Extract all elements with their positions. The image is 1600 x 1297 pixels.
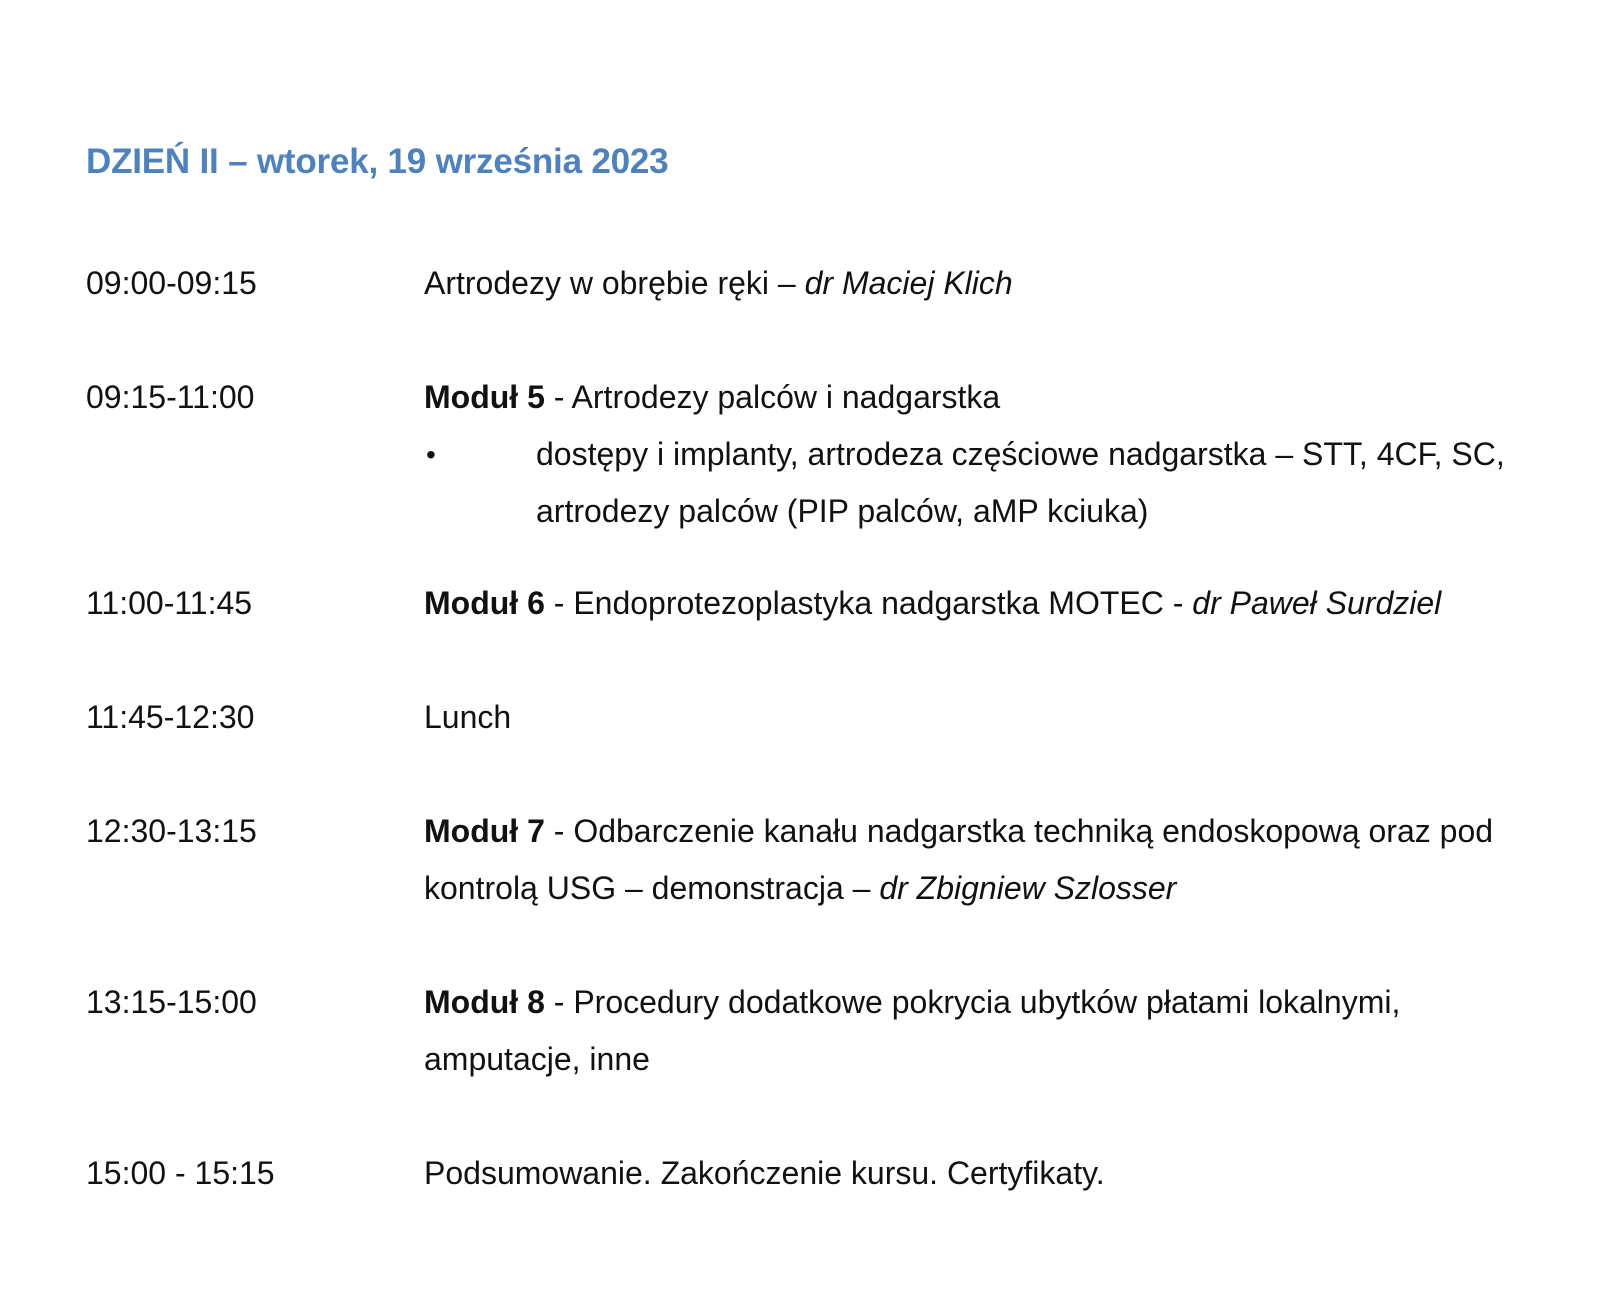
bullet-text: dostępy i implanty, artrodeza częściowe nadgarstka – STT, 4CF, SC, artrodezy palców (PIP palców, aMP kciuka) (536, 436, 1505, 529)
schedule-text: Podsumowanie. Zakończenie kursu. Certyfikaty. (424, 1155, 1105, 1191)
schedule-content (424, 803, 1534, 917)
schedule-text: - Odbarczenie kanału nadgarstka techniką endoskopową oraz pod kontrolą USG – demonstracja – (424, 813, 1494, 906)
schedule-time: 15:00 - 15:15 (86, 1155, 275, 1191)
schedule-content (424, 575, 1564, 632)
day-title: DZIEŃ II – wtorek, 19 września 2023 (86, 142, 669, 181)
speaker-name: dr Paweł Surdziel (1192, 585, 1442, 621)
schedule-time: 09:00-09:15 (86, 265, 257, 301)
speaker-name: dr Zbigniew Szlosser (879, 870, 1177, 906)
module-label: Moduł 6 (424, 585, 545, 621)
schedule-text: Lunch (424, 699, 512, 735)
module-label: Moduł 5 (424, 379, 545, 415)
schedule-time: 11:00-11:45 (86, 585, 253, 621)
speaker-name: dr Maciej Klich (804, 265, 1013, 301)
schedule-time: 11:45-12:30 (86, 699, 255, 735)
module-label: Moduł 8 (424, 984, 545, 1020)
schedule-content (424, 255, 1534, 312)
schedule-content (424, 974, 1534, 1088)
schedule-time: 12:30-13:15 (86, 813, 257, 849)
schedule-text: Artrodezy w obrębie ręki – (424, 265, 805, 301)
schedule-text: - Endoprotezoplastyka nadgarstka MOTEC - (544, 585, 1193, 621)
schedule-time: 09:15-11:00 (86, 379, 255, 415)
schedule-content (424, 1145, 1534, 1202)
module-label: Moduł 7 (424, 813, 545, 849)
schedule-content (424, 689, 1534, 746)
bullet-icon: • (426, 439, 436, 470)
schedule-time: 13:15-15:00 (86, 984, 257, 1020)
schedule-text: - Procedury dodatkowe pokrycia ubytków płatami lokalnymi, amputacje, inne (424, 984, 1401, 1077)
schedule-text: - Artrodezy palców i nadgarstka (544, 379, 1001, 415)
schedule-content (424, 369, 1534, 540)
bullet-item (424, 426, 1534, 540)
